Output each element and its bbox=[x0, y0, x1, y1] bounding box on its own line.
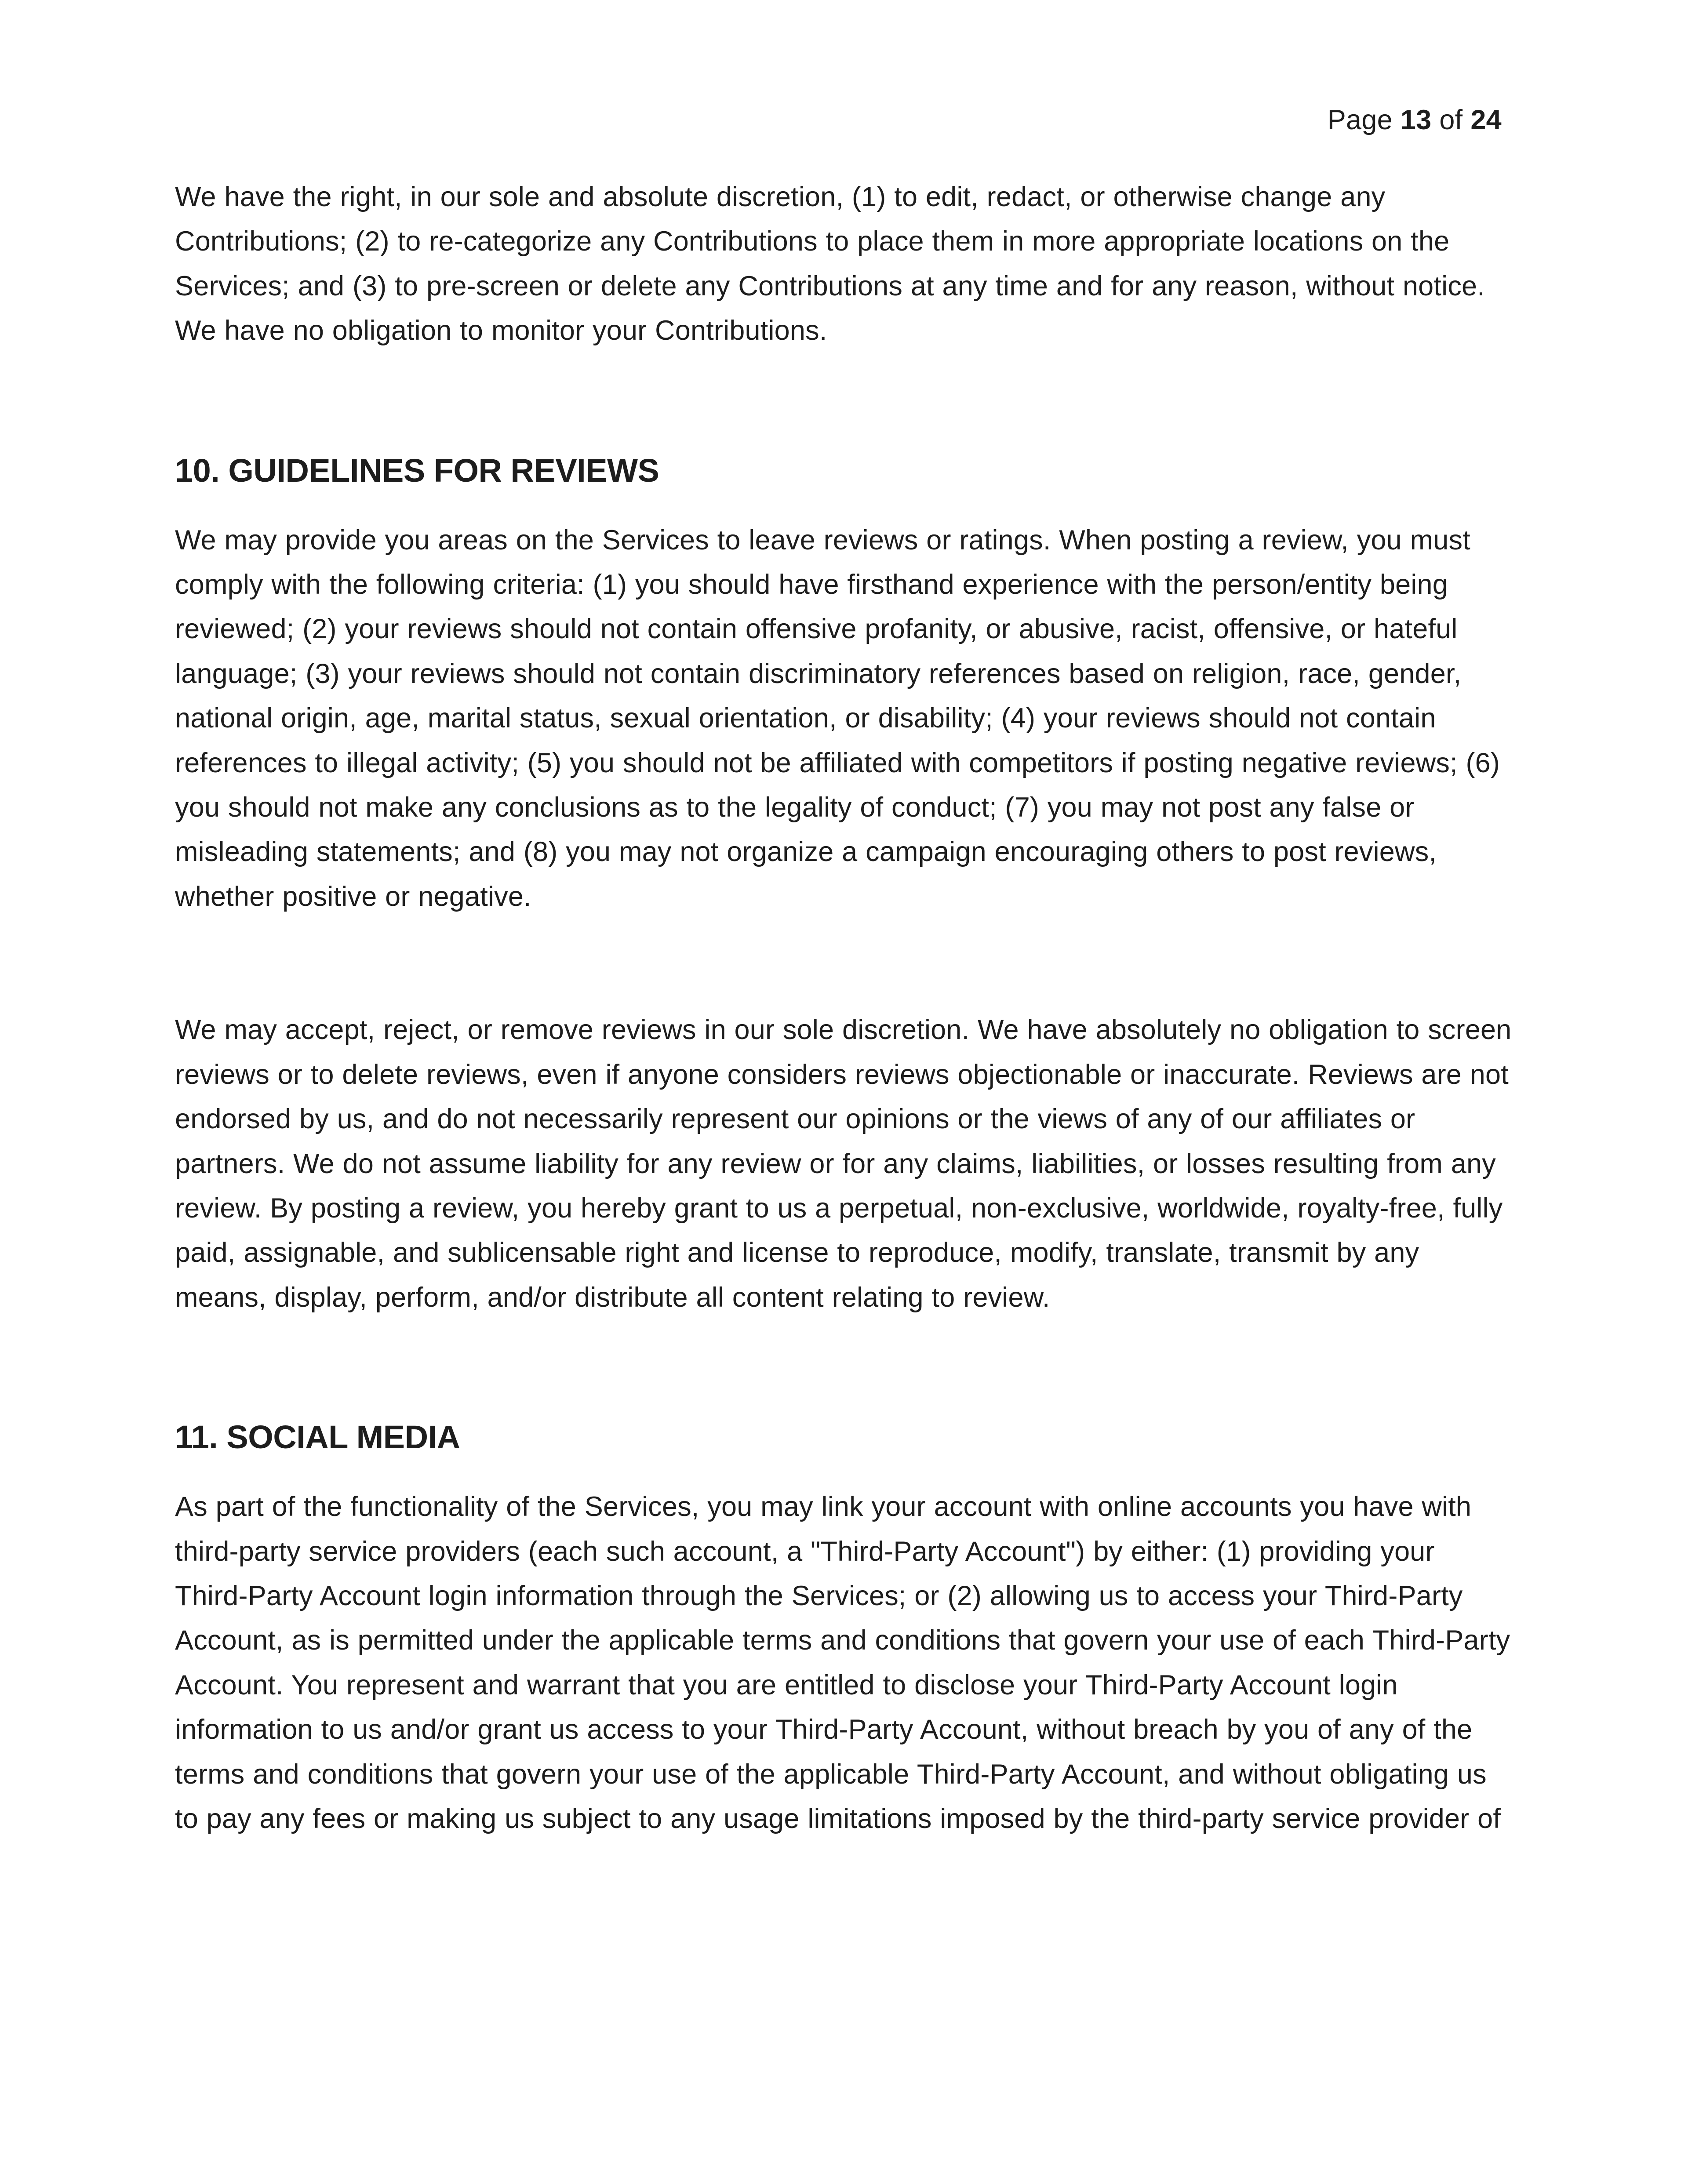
page-of-label: of bbox=[1439, 105, 1463, 135]
reviews-paragraph-1: We may provide you areas on the Services to leave reviews or ratings. When posting a review, you must comply with the following criteria: (1) you should have firsthand experience with the person/entity being reviewed; (2) your reviews should not contain offensive profanity, or abusive, racist, offensive, or hateful language; (3) your reviews should not contain discriminatory references based on religion, race, gender, national origin, age, marital status, sexual orientation, or disability; (4) your reviews should not contain references to illegal activity; (5) you should not be affiliated with competitors if posting negative reviews; (6) you should not make any conclusions as to the legality of conduct; (7) you may not post any false or misleading statements; and (8) you may not organize a campaign encouraging others to post reviews, whether positive or negative. bbox=[175, 524, 1500, 912]
section-heading-social-media: 11. SOCIAL MEDIA bbox=[175, 1419, 460, 1456]
page-number bbox=[1328, 100, 1502, 140]
page-total: 24 bbox=[1470, 105, 1502, 135]
document-body bbox=[175, 175, 1515, 1841]
page-current: 13 bbox=[1400, 105, 1432, 135]
section-heading-guidelines-for-reviews: 10. GUIDELINES FOR REVIEWS bbox=[175, 452, 659, 489]
page-label: Page bbox=[1327, 105, 1393, 135]
reviews-paragraph-2: We may accept, reject, or remove reviews in our sole discretion. We have absolutely no obligation to screen reviews or to delete reviews, even if anyone considers reviews objectionable or inaccurate. Reviews are not endorsed by us, and do not necessarily represent our opinions or the views of any of our affiliates or partners. We do not assume liability for any review or for any claims, liabilities, or losses resulting from any review. By posting a review, you hereby grant to us a perpetual, non-exclusive, worldwide, royalty-free, fully paid, assignable, and sublicensable right and license to reproduce, modify, translate, transmit by any means, display, perform, and/or distribute all content relating to review. bbox=[175, 1014, 1512, 1313]
social-media-paragraph-1: As part of the functionality of the Services, you may link your account with online accounts you have with third-party service providers (each such account, a "Third-Party Account") by either: (1) providing your Third-Party Account login information through the Services; or (2) allowing us to access your Third-Party Account, as is permitted under the applicable terms and conditions that govern your use of each Third-Party Account. You represent and warrant that you are entitled to disclose your Third-Party Account login information to us and/or grant us access to your Third-Party Account, without breach by you of any of the terms and conditions that govern your use of the applicable Third-Party Account, and without obligating us to pay any fees or making us subject to any usage limitations imposed by the third-party service provider of bbox=[175, 1491, 1510, 1834]
intro-paragraph: We have the right, in our sole and absolute discretion, (1) to edit, redact, or otherwise change any Contributions; (2) to re-categorize any Contributions to place them in more appropriate locations on the Services; and (3) to pre-screen or delete any Contributions at any time and for any reason, without notice. We have no obligation to monitor your Contributions. bbox=[175, 182, 1485, 346]
